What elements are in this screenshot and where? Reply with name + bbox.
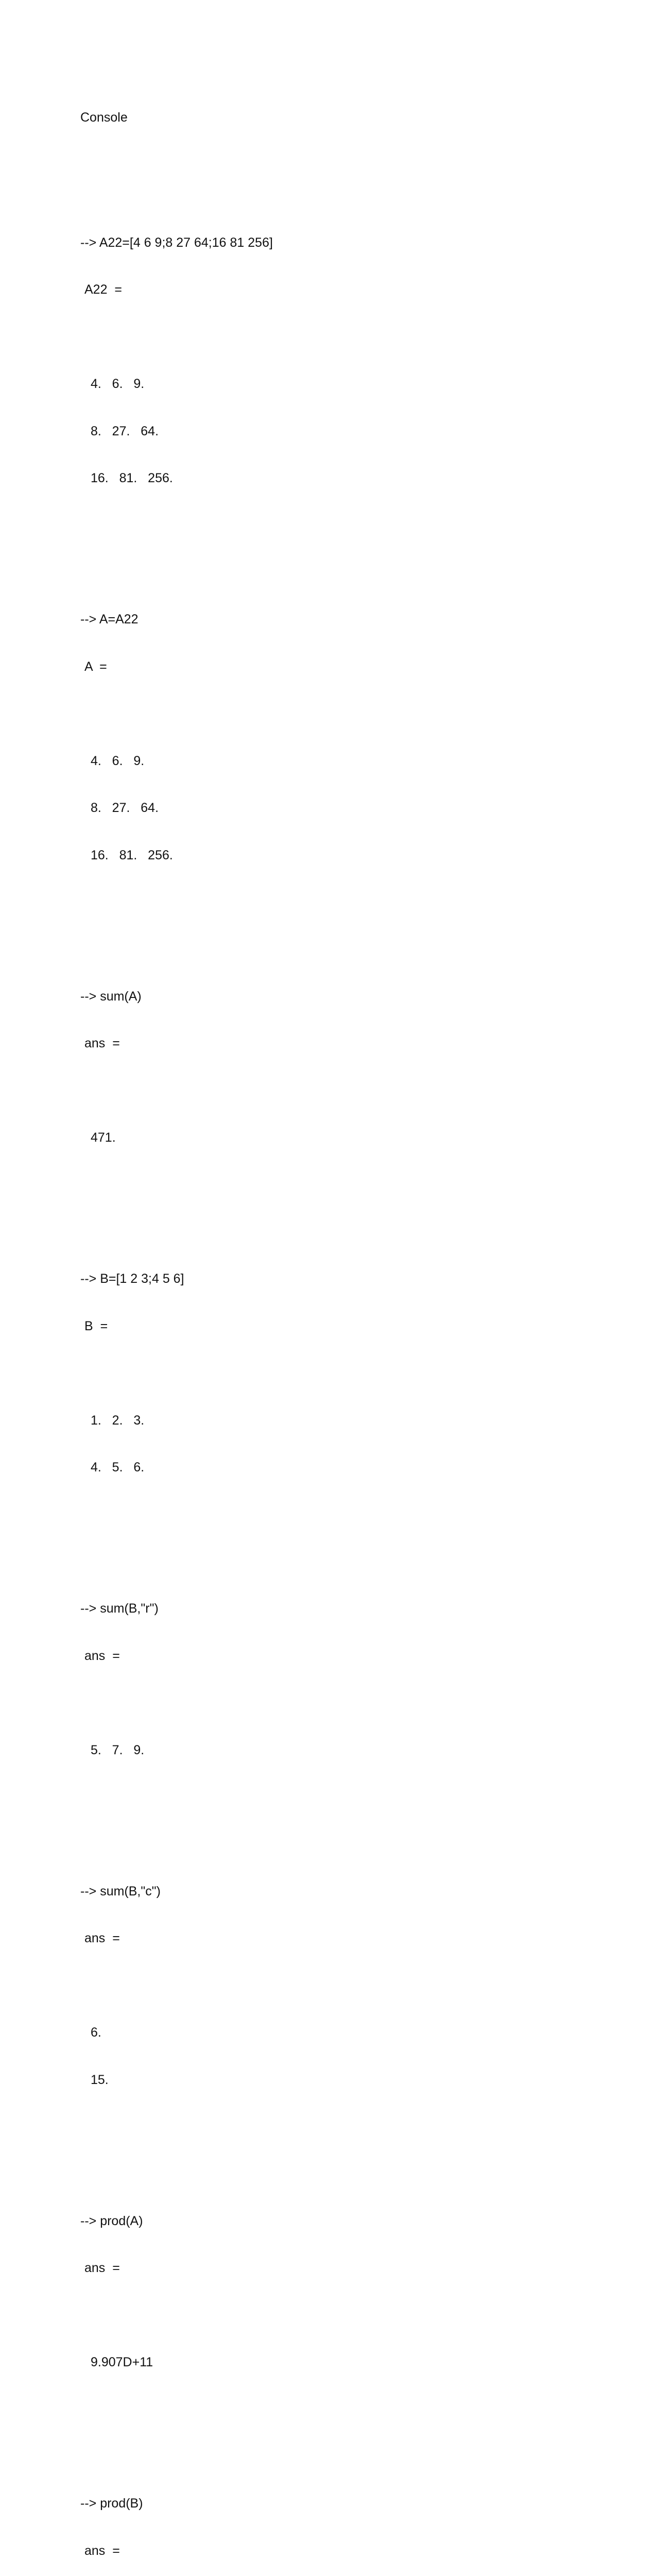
command-line: --> A22=[4 6 9;8 27 64;16 81 256] bbox=[80, 235, 273, 250]
console-title: Console bbox=[80, 110, 128, 125]
command-line: --> B=[1 2 3;4 5 6] bbox=[80, 1272, 184, 1286]
console-entry bbox=[80, 1852, 595, 2120]
result-label: B = bbox=[84, 1318, 108, 1333]
blank-line bbox=[80, 1083, 595, 1099]
command-line: --> prod(A) bbox=[80, 2213, 143, 2228]
result-row: 4. 5. 6. bbox=[91, 1460, 145, 1475]
result-label: ans = bbox=[84, 1931, 120, 1945]
result-row: 8. 27. 64. bbox=[91, 423, 159, 438]
result-row: 4. 6. 9. bbox=[91, 753, 145, 768]
console-entry bbox=[80, 2182, 595, 2402]
result-row: 15. bbox=[91, 2072, 109, 2087]
blank-line bbox=[80, 1365, 595, 1381]
result-row: 471. bbox=[91, 1130, 116, 1145]
result-label: ans = bbox=[84, 2261, 120, 2275]
command-line: --> sum(B,"r") bbox=[80, 1601, 159, 1616]
result-label: A = bbox=[84, 659, 107, 674]
blank-line bbox=[80, 1695, 595, 1711]
console-entry bbox=[80, 2464, 595, 2576]
console-entry bbox=[80, 1240, 595, 1507]
command-line: --> sum(A) bbox=[80, 989, 142, 1004]
console-entry bbox=[80, 580, 595, 894]
command-line: --> prod(B) bbox=[80, 2496, 143, 2511]
result-row: 9.907D+11 bbox=[91, 2355, 153, 2369]
blank-line bbox=[80, 329, 595, 345]
console-entry bbox=[80, 204, 595, 518]
result-label: A22 = bbox=[84, 282, 122, 297]
blank-line bbox=[80, 706, 595, 722]
result-label: ans = bbox=[84, 1648, 120, 1663]
console-entry bbox=[80, 957, 595, 1177]
result-row: 1. 2. 3. bbox=[91, 1413, 145, 1428]
result-row: 4. 6. 9. bbox=[91, 377, 145, 391]
blank-line bbox=[80, 2308, 595, 2324]
result-row: 16. 81. 256. bbox=[91, 848, 173, 862]
result-row: 8. 27. 64. bbox=[91, 801, 159, 815]
command-line: --> sum(B,"c") bbox=[80, 1884, 161, 1899]
result-label: ans = bbox=[84, 1036, 120, 1050]
result-row: 16. 81. 256. bbox=[91, 471, 173, 485]
console-document bbox=[80, 78, 595, 2576]
result-label: ans = bbox=[84, 2543, 120, 2558]
result-row: 6. bbox=[91, 2025, 101, 2040]
console-entry bbox=[80, 1569, 595, 1789]
command-line: --> A=A22 bbox=[80, 612, 138, 626]
blank-line bbox=[80, 1978, 595, 1994]
result-row: 5. 7. 9. bbox=[91, 1742, 145, 1757]
